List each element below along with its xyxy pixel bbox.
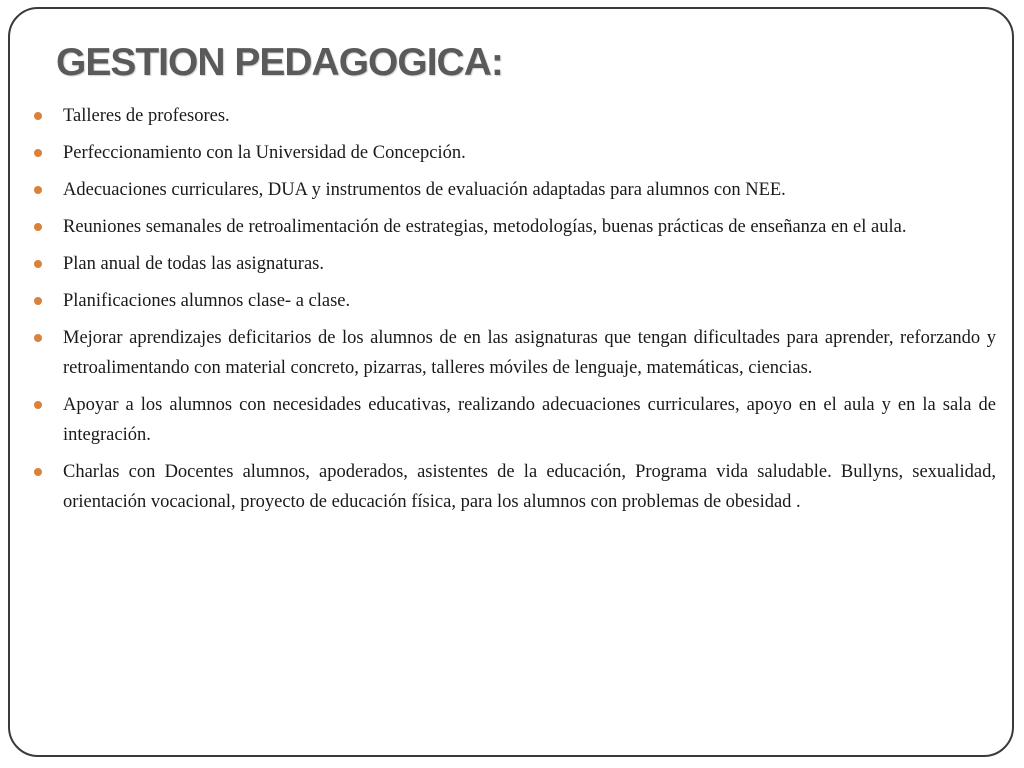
list-item (30, 212, 996, 242)
list-item-text: Planificaciones alumnos clase- a clase. (63, 291, 351, 311)
bullet-icon (34, 112, 42, 120)
bullet-icon (34, 401, 42, 409)
list-item (30, 323, 996, 383)
bullet-icon (34, 468, 42, 476)
list-item-text: Adecuaciones curriculares, DUA y instrumentos de evaluación adaptadas para alumnos con NEE. (63, 180, 786, 200)
list-item-text: Talleres de profesores. (63, 106, 230, 126)
list-item (30, 286, 996, 316)
list-item (30, 138, 996, 168)
bullet-icon (34, 186, 42, 194)
list-item (30, 390, 996, 450)
list-item (30, 457, 996, 517)
list-item-text: Perfeccionamiento con la Universidad de Concepción. (63, 143, 466, 163)
bullet-icon (34, 149, 42, 157)
list-item-text: Charlas con Docentes alumnos, apoderados, asistentes de la educación, Programa vida saludable. Bullyns, sexualidad, orientación vocacional, proyecto de educación física, para los alumnos con problemas de obesidad . (63, 462, 996, 512)
list-item-text: Mejorar aprendizajes deficitarios de los alumnos de en las asignaturas que tengan dificultades para aprender, reforzando y retroalimentando con material concreto, pizarras, talleres móviles de lenguaje, matemáticas, ciencias. (63, 328, 996, 378)
bullet-icon (34, 260, 42, 268)
list-item (30, 249, 996, 279)
bullet-icon (34, 334, 42, 342)
slide (8, 7, 1014, 757)
list-item (30, 175, 996, 205)
list-item-text: Plan anual de todas las asignaturas. (63, 254, 324, 274)
bullet-list (30, 101, 996, 524)
slide-title: GESTION PEDAGOGICA: (56, 41, 503, 84)
list-item-text: Reuniones semanales de retroalimentación de estrategias, metodologías, buenas prácticas de enseñanza en el aula. (63, 217, 907, 237)
bullet-icon (34, 223, 42, 231)
list-item-text: Apoyar a los alumnos con necesidades educativas, realizando adecuaciones curriculares, apoyo en el aula y en la sala de integración. (63, 395, 996, 445)
bullet-icon (34, 297, 42, 305)
list-item (30, 101, 996, 131)
